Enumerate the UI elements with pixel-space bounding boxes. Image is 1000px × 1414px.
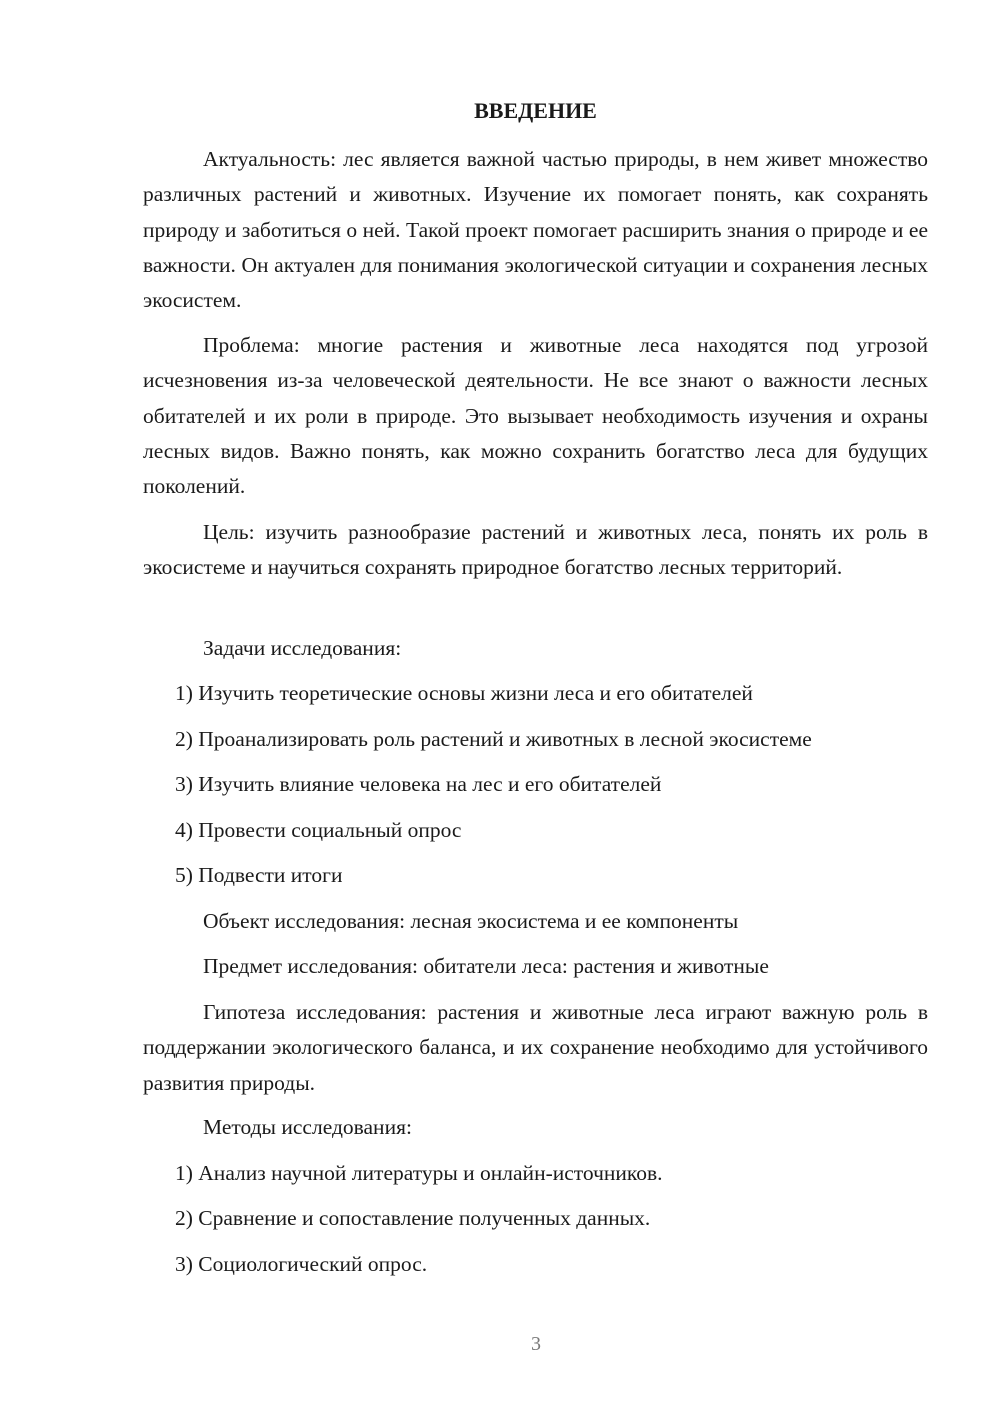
method-item: 2) Сравнение и сопоставление полученных данных.	[175, 1206, 651, 1230]
hypothesis-paragraph: Гипотеза исследования: растения и животные леса играют важную роль в поддержании экологического баланса, и их сохранение необходимо для устойчивого развития природы.	[143, 1000, 928, 1095]
task-item: 2) Проанализировать роль растений и животных в лесной экосистеме	[175, 727, 812, 751]
task-item: 1) Изучить теоретические основы жизни леса и его обитателей	[175, 681, 753, 705]
method-item: 1) Анализ научной литературы и онлайн-источников.	[175, 1161, 663, 1185]
goal-paragraph: Цель: изучить разнообразие растений и животных леса, понять их роль в экосистеме и научиться сохранять природное богатство лесных территорий.	[143, 520, 928, 580]
tasks-title: Задачи исследования:	[203, 636, 402, 660]
problem-paragraph: Проблема: многие растения и животные леса находятся под угрозой исчезновения из-за человеческой деятельности. Не все знают о важности лесных обитателей и их роли в природе. Это вызывает необходимость изучения и охраны лесных видов. Важно понять, как можно сохранить богатство леса для будущих поколений.	[143, 333, 928, 499]
task-item: 3) Изучить влияние человека на лес и его обитателей	[175, 772, 662, 796]
relevance-paragraph: Актуальность: лес является важной частью природы, в нем живет множество различных растений и животных. Изучение их помогает понять, как сохранять природу и заботиться о ней. Такой проект помогает расширить знания о природе и ее важности. Он актуален для понимания экологической ситуации и сохранения лесных экосистем.	[143, 147, 928, 313]
research-object: Объект исследования: лесная экосистема и ее компоненты	[203, 909, 739, 933]
research-subject: Предмет исследования: обитатели леса: растения и животные	[203, 954, 769, 978]
task-item: 5) Подвести итоги	[175, 863, 343, 887]
task-item: 4) Провести социальный опрос	[175, 818, 462, 842]
section-heading: ВВЕДЕНИЕ	[474, 98, 597, 123]
method-item: 3) Социологический опрос.	[175, 1252, 428, 1276]
methods-title: Методы исследования:	[203, 1115, 412, 1139]
page-number: 3	[531, 1333, 541, 1355]
